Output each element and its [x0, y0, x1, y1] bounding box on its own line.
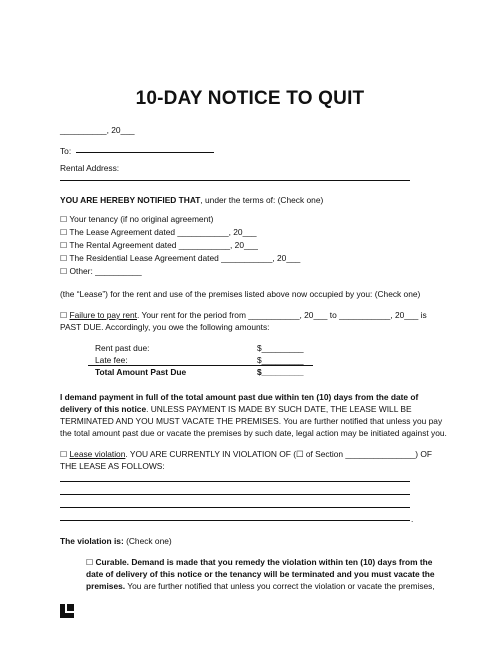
curable-rest: You are further notified that unless you correct the violation or vacate the premises,	[125, 581, 435, 591]
violation-detail-line[interactable]	[60, 520, 410, 521]
checkbox-icon[interactable]: ☐	[60, 311, 68, 320]
lease-violation-option[interactable]	[60, 449, 432, 460]
curable-option[interactable]	[86, 557, 432, 568]
term-option[interactable]	[60, 266, 142, 277]
date-line: __________, 20___	[60, 125, 135, 135]
violation-text: . YOU ARE CURRENTLY IN VIOLATION OF (☐ of Section _______________) OF	[125, 449, 433, 459]
violation-is-heading	[60, 536, 172, 546]
notified-rest: , under the terms of: (Check one)	[200, 195, 324, 205]
demand-line-1: I demand payment in full of the total amount past due within ten (10) days from the date of	[60, 392, 419, 402]
demand-rest: . UNLESS PAYMENT IS MADE BY SUCH DATE, THE LEASE WILL BE	[146, 404, 412, 414]
to-label: To:	[60, 146, 72, 156]
amount-value[interactable]: $_________	[257, 343, 304, 353]
term-label: Other: __________	[69, 266, 142, 276]
term-label: Your tenancy (if no original agreement)	[69, 214, 214, 224]
amount-value[interactable]: $_________	[257, 355, 304, 365]
term-label: The Lease Agreement dated ___________, 20___	[69, 227, 257, 237]
checkbox-icon[interactable]: ☐	[86, 558, 94, 567]
checkbox-icon[interactable]: ☐	[60, 254, 68, 263]
violation-is-bold: The violation is:	[60, 536, 124, 546]
term-option[interactable]	[60, 227, 257, 238]
failure-label: Failure to pay rent	[69, 310, 137, 320]
document-title: 10-DAY NOTICE TO QUIT	[135, 88, 365, 109]
rental-address-field-line[interactable]	[60, 180, 410, 181]
curable-bold: premises.	[86, 581, 126, 591]
violation-detail-line[interactable]	[60, 494, 410, 495]
checkbox-icon[interactable]: ☐	[60, 267, 68, 276]
rental-address-label: Rental Address:	[60, 163, 120, 173]
term-option[interactable]	[60, 214, 213, 225]
amount-value-total[interactable]: $_________	[257, 367, 304, 377]
violation-text-2: THE LEASE AS FOLLOWS:	[60, 461, 165, 471]
amount-label-total: Total Amount Past Due	[95, 367, 187, 377]
curable-line-3	[86, 581, 435, 591]
violation-trailing-period: .	[411, 514, 414, 524]
demand-bold: delivery of this notice	[60, 404, 147, 414]
demand-line-3: TERMINATED AND YOU MUST VACATE THE PREMISES. You are further notified that unless you pay	[60, 416, 443, 426]
checkbox-icon[interactable]: ☐	[60, 228, 68, 237]
failure-text: . Your rent for the period from ___________, 20___ to ___________, 20___ is	[137, 310, 427, 320]
violation-label: Lease violation	[69, 449, 126, 459]
violation-is-rest: (Check one)	[123, 536, 172, 546]
term-label: The Residential Lease Agreement dated ___________, 20___	[69, 253, 301, 263]
checkbox-icon[interactable]: ☐	[60, 450, 68, 459]
demand-line-2	[60, 404, 412, 414]
curable-line-2: date of delivery of this notice or the tenancy will be terminated and you must vacate the	[86, 569, 435, 579]
brand-logo-icon	[60, 604, 74, 618]
violation-detail-line[interactable]	[60, 481, 410, 482]
failure-to-pay-option[interactable]	[60, 310, 427, 321]
amount-label: Rent past due:	[95, 343, 150, 353]
violation-detail-line[interactable]	[60, 507, 410, 508]
amount-label: Late fee:	[95, 355, 128, 365]
curable-line-1: Curable. Demand is made that you remedy the violation within ten (10) days from the	[95, 557, 433, 567]
to-field-line[interactable]	[76, 152, 214, 153]
total-divider	[88, 365, 313, 366]
term-option[interactable]	[60, 240, 258, 251]
demand-line-4: the total amount past due or vacate the premises by such date, legal action may be initiated against you.	[60, 428, 447, 438]
notified-bold: YOU ARE HEREBY NOTIFIED THAT	[60, 195, 201, 205]
notified-statement	[60, 195, 323, 205]
checkbox-icon[interactable]: ☐	[60, 241, 68, 250]
lease-statement: (the “Lease”) for the rent and use of the premises listed above now occupied by you: (Check one)	[60, 289, 421, 299]
term-label: The Rental Agreement dated ___________, 20___	[69, 240, 258, 250]
failure-text-2: PAST DUE. Accordingly, you owe the following amounts:	[60, 322, 270, 332]
term-option[interactable]	[60, 253, 300, 264]
checkbox-icon[interactable]: ☐	[60, 215, 68, 224]
